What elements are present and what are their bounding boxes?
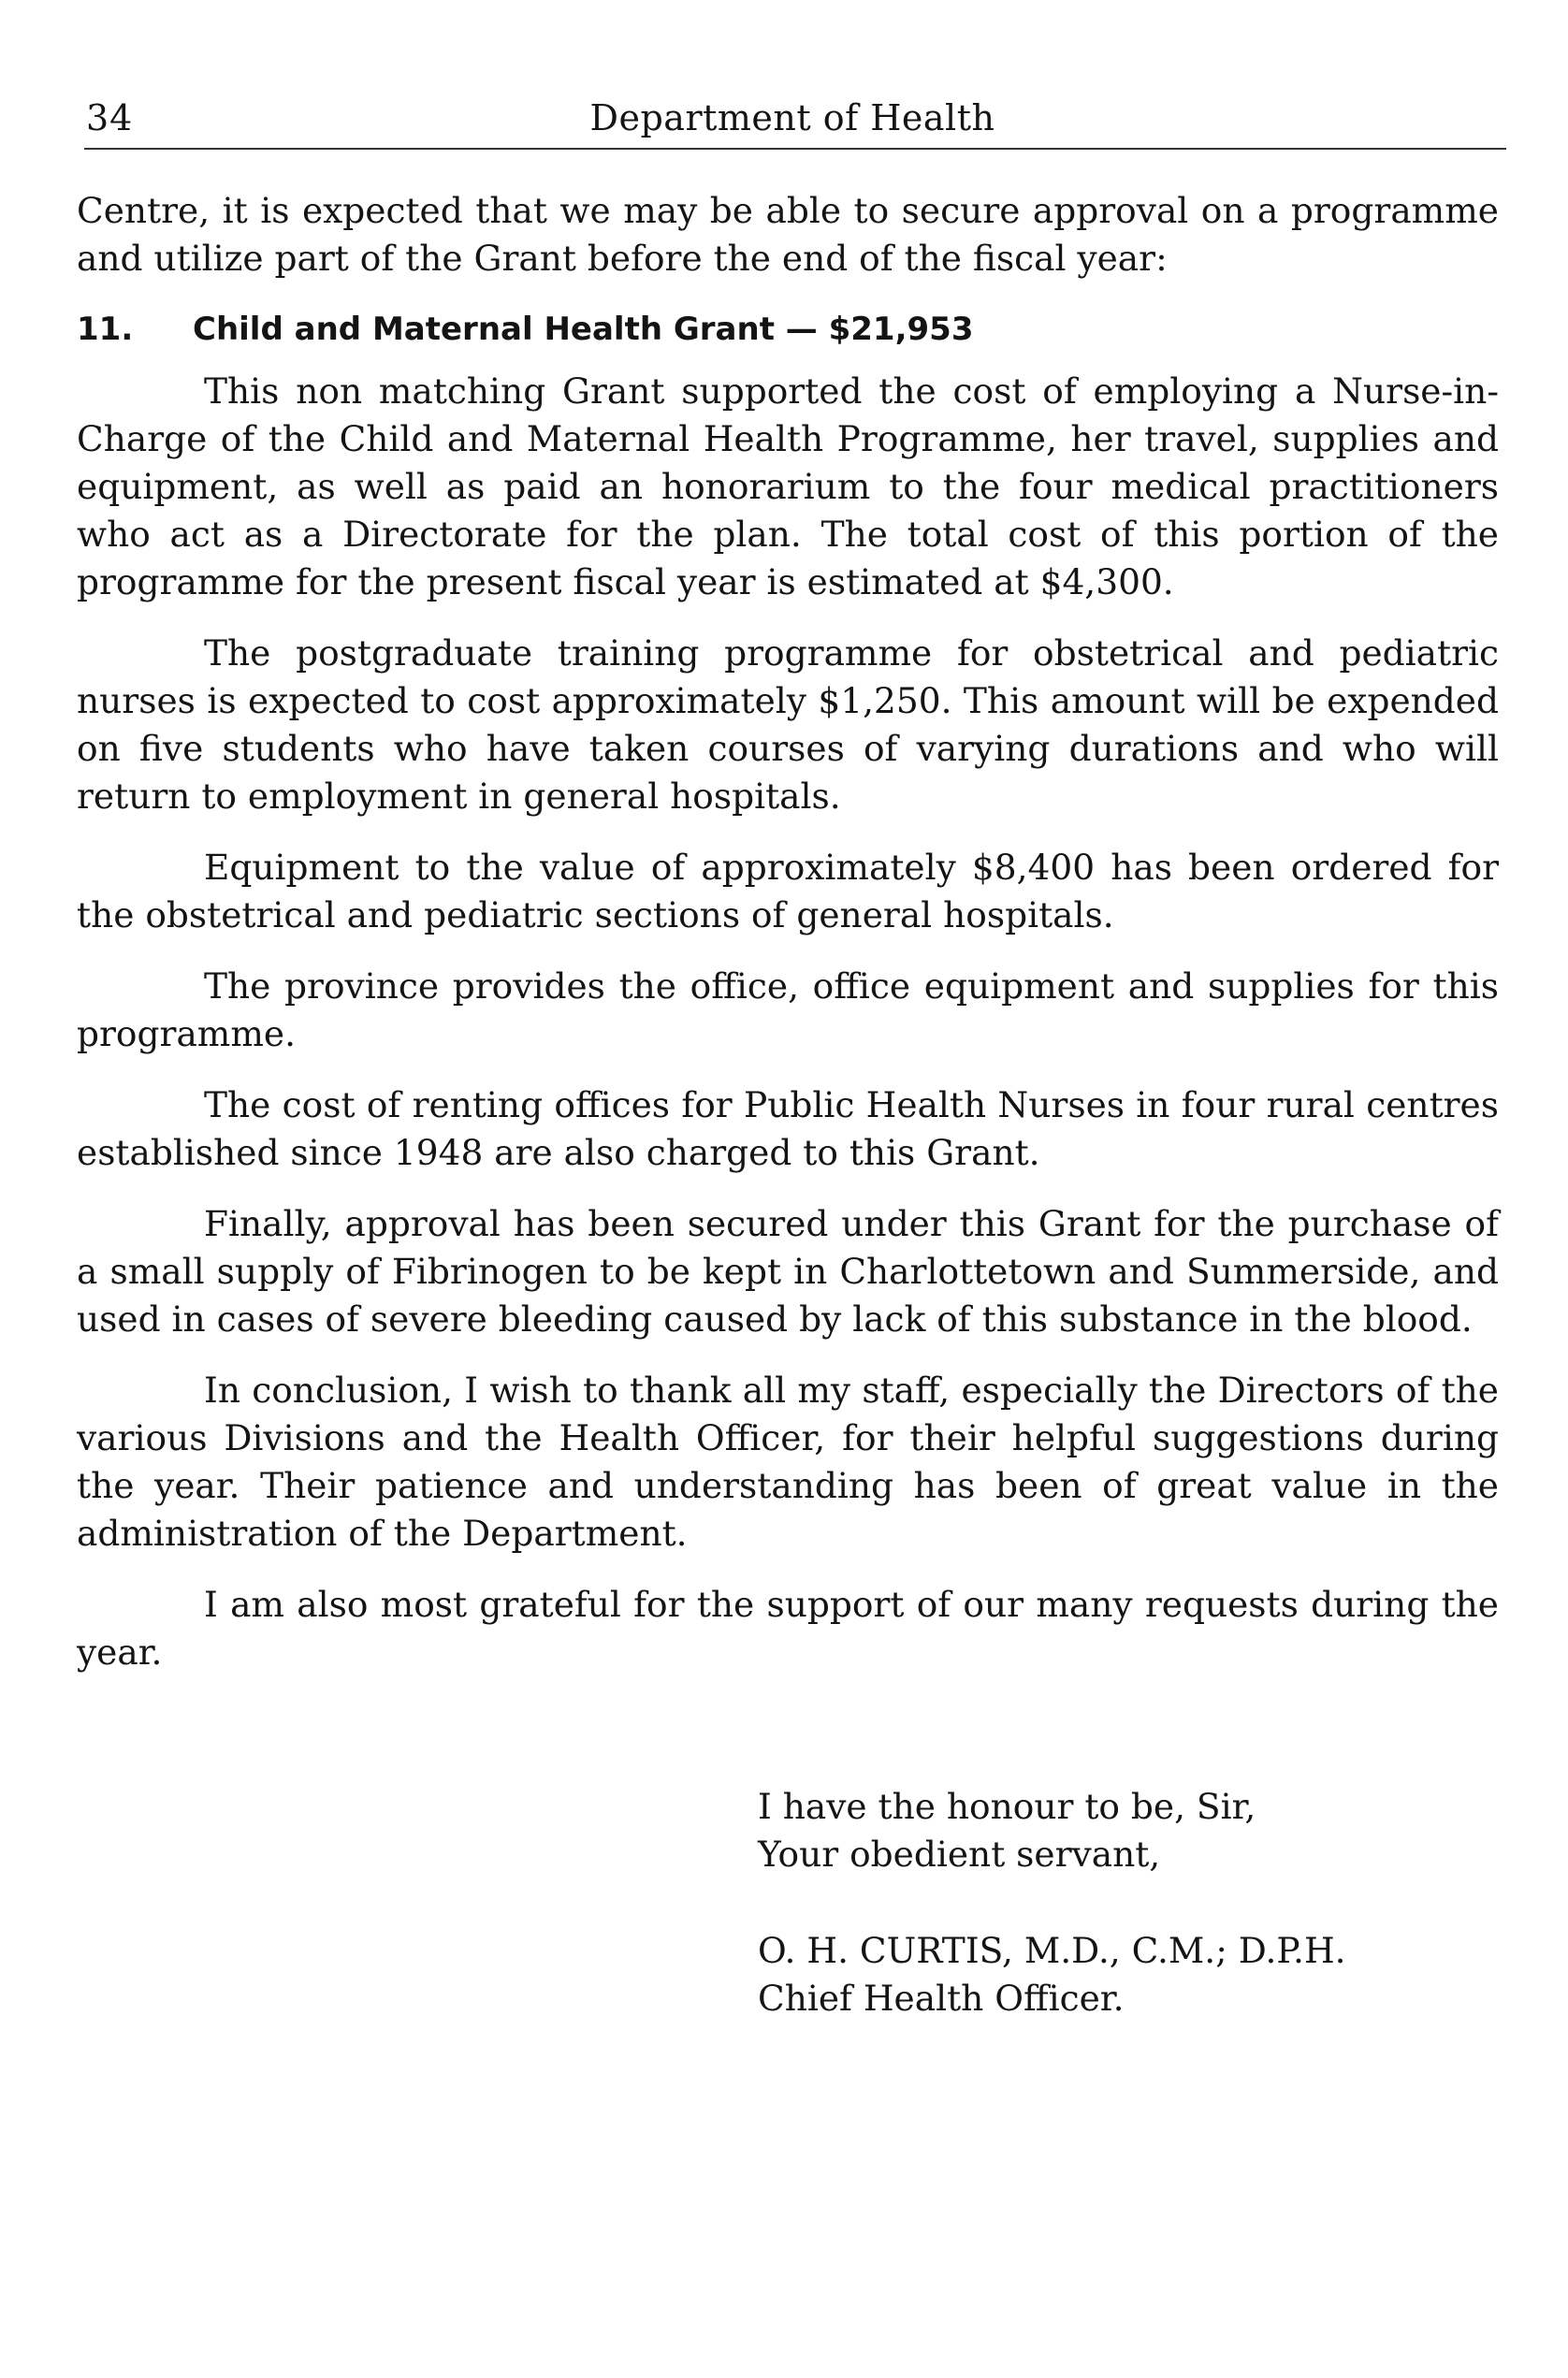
paragraph-nurse-in-charge: This non matching Grant supported the cost of employing a Nurse-in-Charge of the Child and Maternal Health Programme, her travel, supplies and equipment, as well as paid an honorarium to the four medical practitioners who act as a Directorate for the plan. The total cost of this portion of the programme for the present fiscal year is estimated at $4,300. <box>77 370 1499 602</box>
body-text <box>77 187 1499 1700</box>
header-rule <box>84 148 1506 150</box>
paragraph-province-office: The province provides the office, office equipment and supplies for this programme. <box>77 965 1499 1054</box>
page-header <box>77 90 1508 146</box>
running-title: Department of Health <box>589 97 995 138</box>
signatory-title: Chief Health Officer. <box>758 1978 1125 2019</box>
closing-line-honour: I have the honour to be, Sir, <box>758 1786 1256 1827</box>
signatory-name: O. H. CURTIS, M.D., C.M.; D.P.H. <box>758 1930 1346 1971</box>
paragraph-postgraduate-training: The postgraduate training programme for obstetrical and pediatric nurses is expected to cost approximately $1,250. This amount will be expended on five students who have taken courses of varying durations and who will return to employment in general hospitals. <box>77 632 1499 817</box>
paragraph-renting-offices: The cost of renting offices for Public Health Nurses in four rural centres established since 1948 are also charged to this Grant. <box>77 1084 1499 1173</box>
section-number: 11. <box>77 311 134 348</box>
signature-block <box>758 1783 1346 2023</box>
paragraph-fibrinogen: Finally, approval has been secured under this Grant for the purchase of a small supply of Fibrinogen to be kept in Charlottetown and Summerside, and used in cases of severe bleeding caused by lack of this substance in the blood. <box>77 1203 1499 1340</box>
section-heading <box>77 306 1499 353</box>
signature-gap <box>758 1878 1346 1927</box>
paragraph-gratitude: I am also most grateful for the support of our many requests during the year. <box>77 1584 1499 1673</box>
paragraph-conclusion: In conclusion, I wish to thank all my staff, especially the Directors of the various Divisions and the Health Officer, for their helpful suggestions during the year. Their patience and understanding has been of great value in the administration of the Department. <box>77 1370 1499 1554</box>
closing-line-servant: Your obedient servant, <box>758 1834 1161 1875</box>
page-number: 34 <box>86 97 134 138</box>
paragraph-equipment: Equipment to the value of approximately $8,400 has been ordered for the obstetrical and pediatric sections of general hospitals. <box>77 847 1499 935</box>
continuation-paragraph: Centre, it is expected that we may be able to secure approval on a programme and utilize part of the Grant before the end of the fiscal year: <box>77 190 1499 279</box>
section-title: Child and Maternal Health Grant — $21,953 <box>193 311 974 348</box>
